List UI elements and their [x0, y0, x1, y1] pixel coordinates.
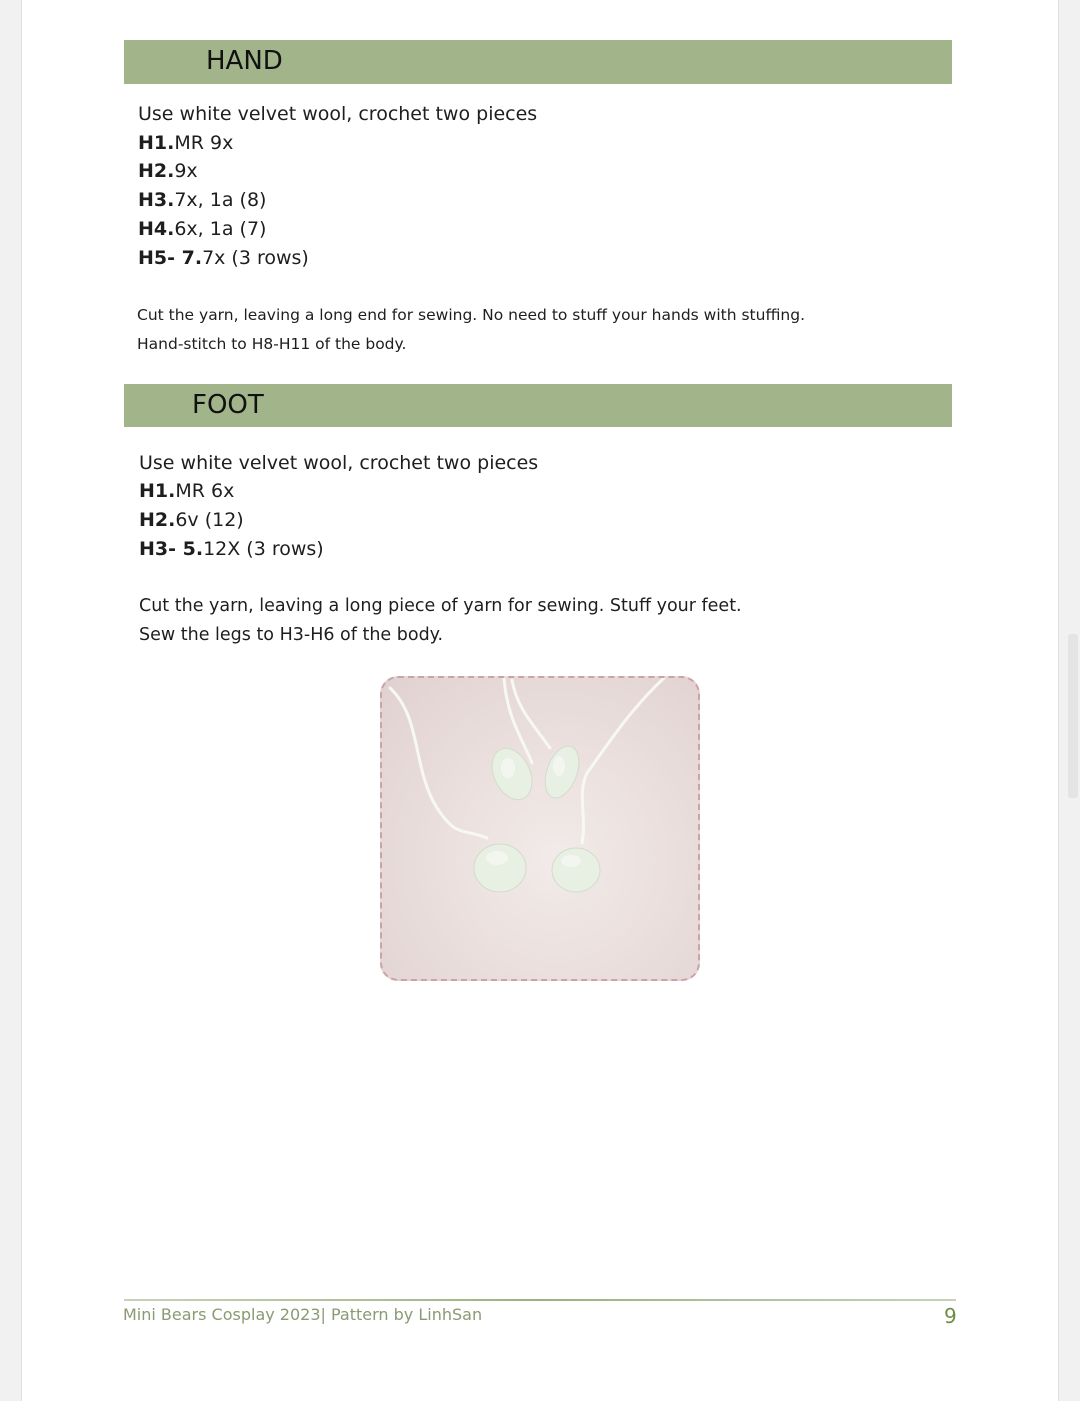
hand-row [138, 162, 198, 181]
hand-row-text: MR 9x [174, 132, 234, 154]
page-number: 9 [944, 1304, 957, 1328]
hand-row-label: H2. [138, 160, 175, 182]
hand-row-label: H3. [138, 189, 175, 211]
hand-row-label: H4. [138, 218, 175, 240]
hand-pieces [484, 741, 585, 806]
hand-row-text: 7x, 1a (8) [174, 189, 267, 211]
foot-row-text: MR 6x [175, 480, 235, 502]
foot-row [139, 482, 234, 501]
footer-credit: Mini Bears Cosplay 2023| Pattern by LinhSan [123, 1305, 483, 1324]
hand-row [138, 249, 309, 268]
foot-row-label: H3- 5. [139, 538, 204, 560]
hand-row-text: 9x [174, 160, 198, 182]
foot-row-text: 6v (12) [175, 509, 244, 531]
foot-intro: Use white velvet wool, crochet two pieces [139, 452, 539, 474]
hand-note: Cut the yarn, leaving a long end for sewing. No need to stuff your hands with stuffing. [137, 306, 806, 324]
hand-row [138, 134, 233, 153]
hand-row-text: 7x (3 rows) [202, 247, 309, 269]
hand-row-label: H5- 7. [138, 247, 203, 269]
foot-row-label: H1. [139, 480, 176, 502]
foot-note: Sew the legs to H3-H6 of the body. [139, 625, 444, 645]
foot-pieces [474, 844, 600, 892]
crochet-pieces-photo [380, 676, 700, 981]
hand-note: Hand-stitch to H8-H11 of the body. [137, 335, 407, 353]
hand-row [138, 191, 266, 210]
footer-divider [124, 1299, 956, 1301]
hand-row-label: H1. [138, 132, 175, 154]
foot-row-label: H2. [139, 509, 176, 531]
hand-row-text: 6x, 1a (7) [174, 218, 267, 240]
foot-row-text: 12X (3 rows) [203, 538, 324, 560]
scrollbar-thumb[interactable] [1068, 634, 1078, 798]
foot-row [139, 511, 244, 530]
foot-section-title: FOOT [192, 390, 264, 420]
foot-row [139, 540, 324, 559]
hand-intro: Use white velvet wool, crochet two pieces [138, 103, 538, 125]
hand-row [138, 220, 266, 239]
hand-section-title: HAND [206, 46, 283, 76]
yarn-pieces-illustration [382, 678, 698, 979]
foot-note: Cut the yarn, leaving a long piece of yarn for sewing. Stuff your feet. [139, 596, 742, 616]
